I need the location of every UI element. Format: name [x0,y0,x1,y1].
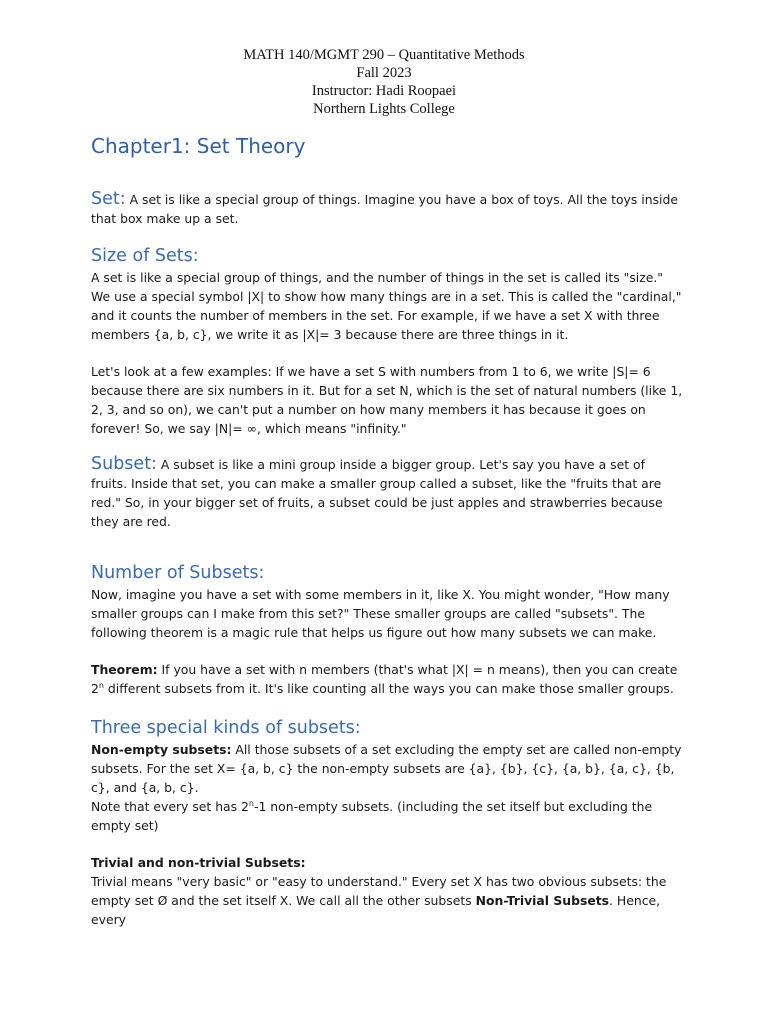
document-body [91,132,683,929]
course-college: Northern Lights College [313,101,455,117]
set-definition [91,190,683,228]
subset-text: A subset is like a mini group inside a bigger group. Let's say you have a set of fruits. Inside that set, you can make a smaller group called a subset, like the "fruits that are red." So, in your bigger set of fruits, a subset could be just apples and strawberries because they are red. [91,457,663,529]
course-header [0,46,768,118]
special-subsets-heading: Three special kinds of subsets: [91,718,361,738]
number-of-subsets-heading: Number of Subsets: [91,563,265,583]
trivial-text-a: Trivial means "very basic" or "easy to understand." Every set X has two obvious subsets: the empty set Ø and the set itself X. We call all the other subsets [91,874,667,908]
nonempty-label: Non-empty subsets: [91,742,232,757]
nonempty-text: All those subsets of a set excluding the empty set are called non-empty subsets. For the set X= {a, b, c} the non-empty subsets are {a}, {b}, {c}, {a, b}, {a, c}, {b, c}, and {a, b, c}. [91,742,682,795]
course-instructor: Instructor: Hadi Roopaei [311,83,457,99]
size-of-sets-heading: Size of Sets: [91,246,199,266]
trivial-paragraph [91,872,683,929]
size-paragraph-1: A set is like a special group of things, and the number of things in the set is called its "size." We use a special symbol |X| to show how many things are in a set. This is called the "cardinal," and it counts the number of members in the set. For example, if we have a set X with three members {a, b, c}, we write it as |X|= 3 because there are three things in it. [91,270,682,342]
set-heading: Set: [91,189,126,209]
trivial-bold: Non-Trivial Subsets [475,893,610,908]
course-term: Fall 2023 [356,65,412,81]
trivial-heading [91,853,683,872]
theorem-text-a: If you have a set with n members (that's what |X| = n means), then you can create 2 [91,662,678,696]
theorem-exponent: n [98,680,104,690]
theorem-text-b: different subsets from it. It's like counting all the ways you can make those smaller groups. [103,681,674,696]
theorem-paragraph [91,660,683,698]
note-paragraph [91,797,683,835]
subset-heading: Subset: [91,454,157,474]
nonempty-paragraph [91,740,683,797]
note-text-b: -1 non-empty subsets. (including the set itself but excluding the empty set) [91,799,653,833]
note-text-a: Note that every set has 2 [91,799,249,814]
number-paragraph: Now, imagine you have a set with some members in it, like X. You might wonder, "How many smaller groups can I make from this set?" These smaller groups are called "subsets". The following theorem is a magic rule that helps us figure out how many subsets we can make. [91,587,670,640]
theorem-label: Theorem: [91,662,158,677]
size-paragraph-2: Let's look at a few examples: If we have a set S with numbers from 1 to 6, we write |S|= 6 because there are six numbers in it. But for a set N, which is the set of natural numbers (like 1, 2, 3, and so on), we can't put a number on how many members it has because it goes on forever! So, we say |N|= ∞, which means "infinity." [91,364,683,436]
set-text: A set is like a special group of things. Imagine you have a box of toys. All the toys inside that box make up a set. [91,192,678,226]
subset-definition [91,455,683,531]
chapter-title: Chapter1: Set Theory [91,134,306,158]
course-title: MATH 140/MGMT 290 – Quantitative Methods [243,47,525,63]
note-exponent: n [248,798,254,808]
trivial-text-b: . Hence, every [91,893,661,927]
trivial-heading-text: Trivial and non-trivial Subsets: [91,855,306,870]
